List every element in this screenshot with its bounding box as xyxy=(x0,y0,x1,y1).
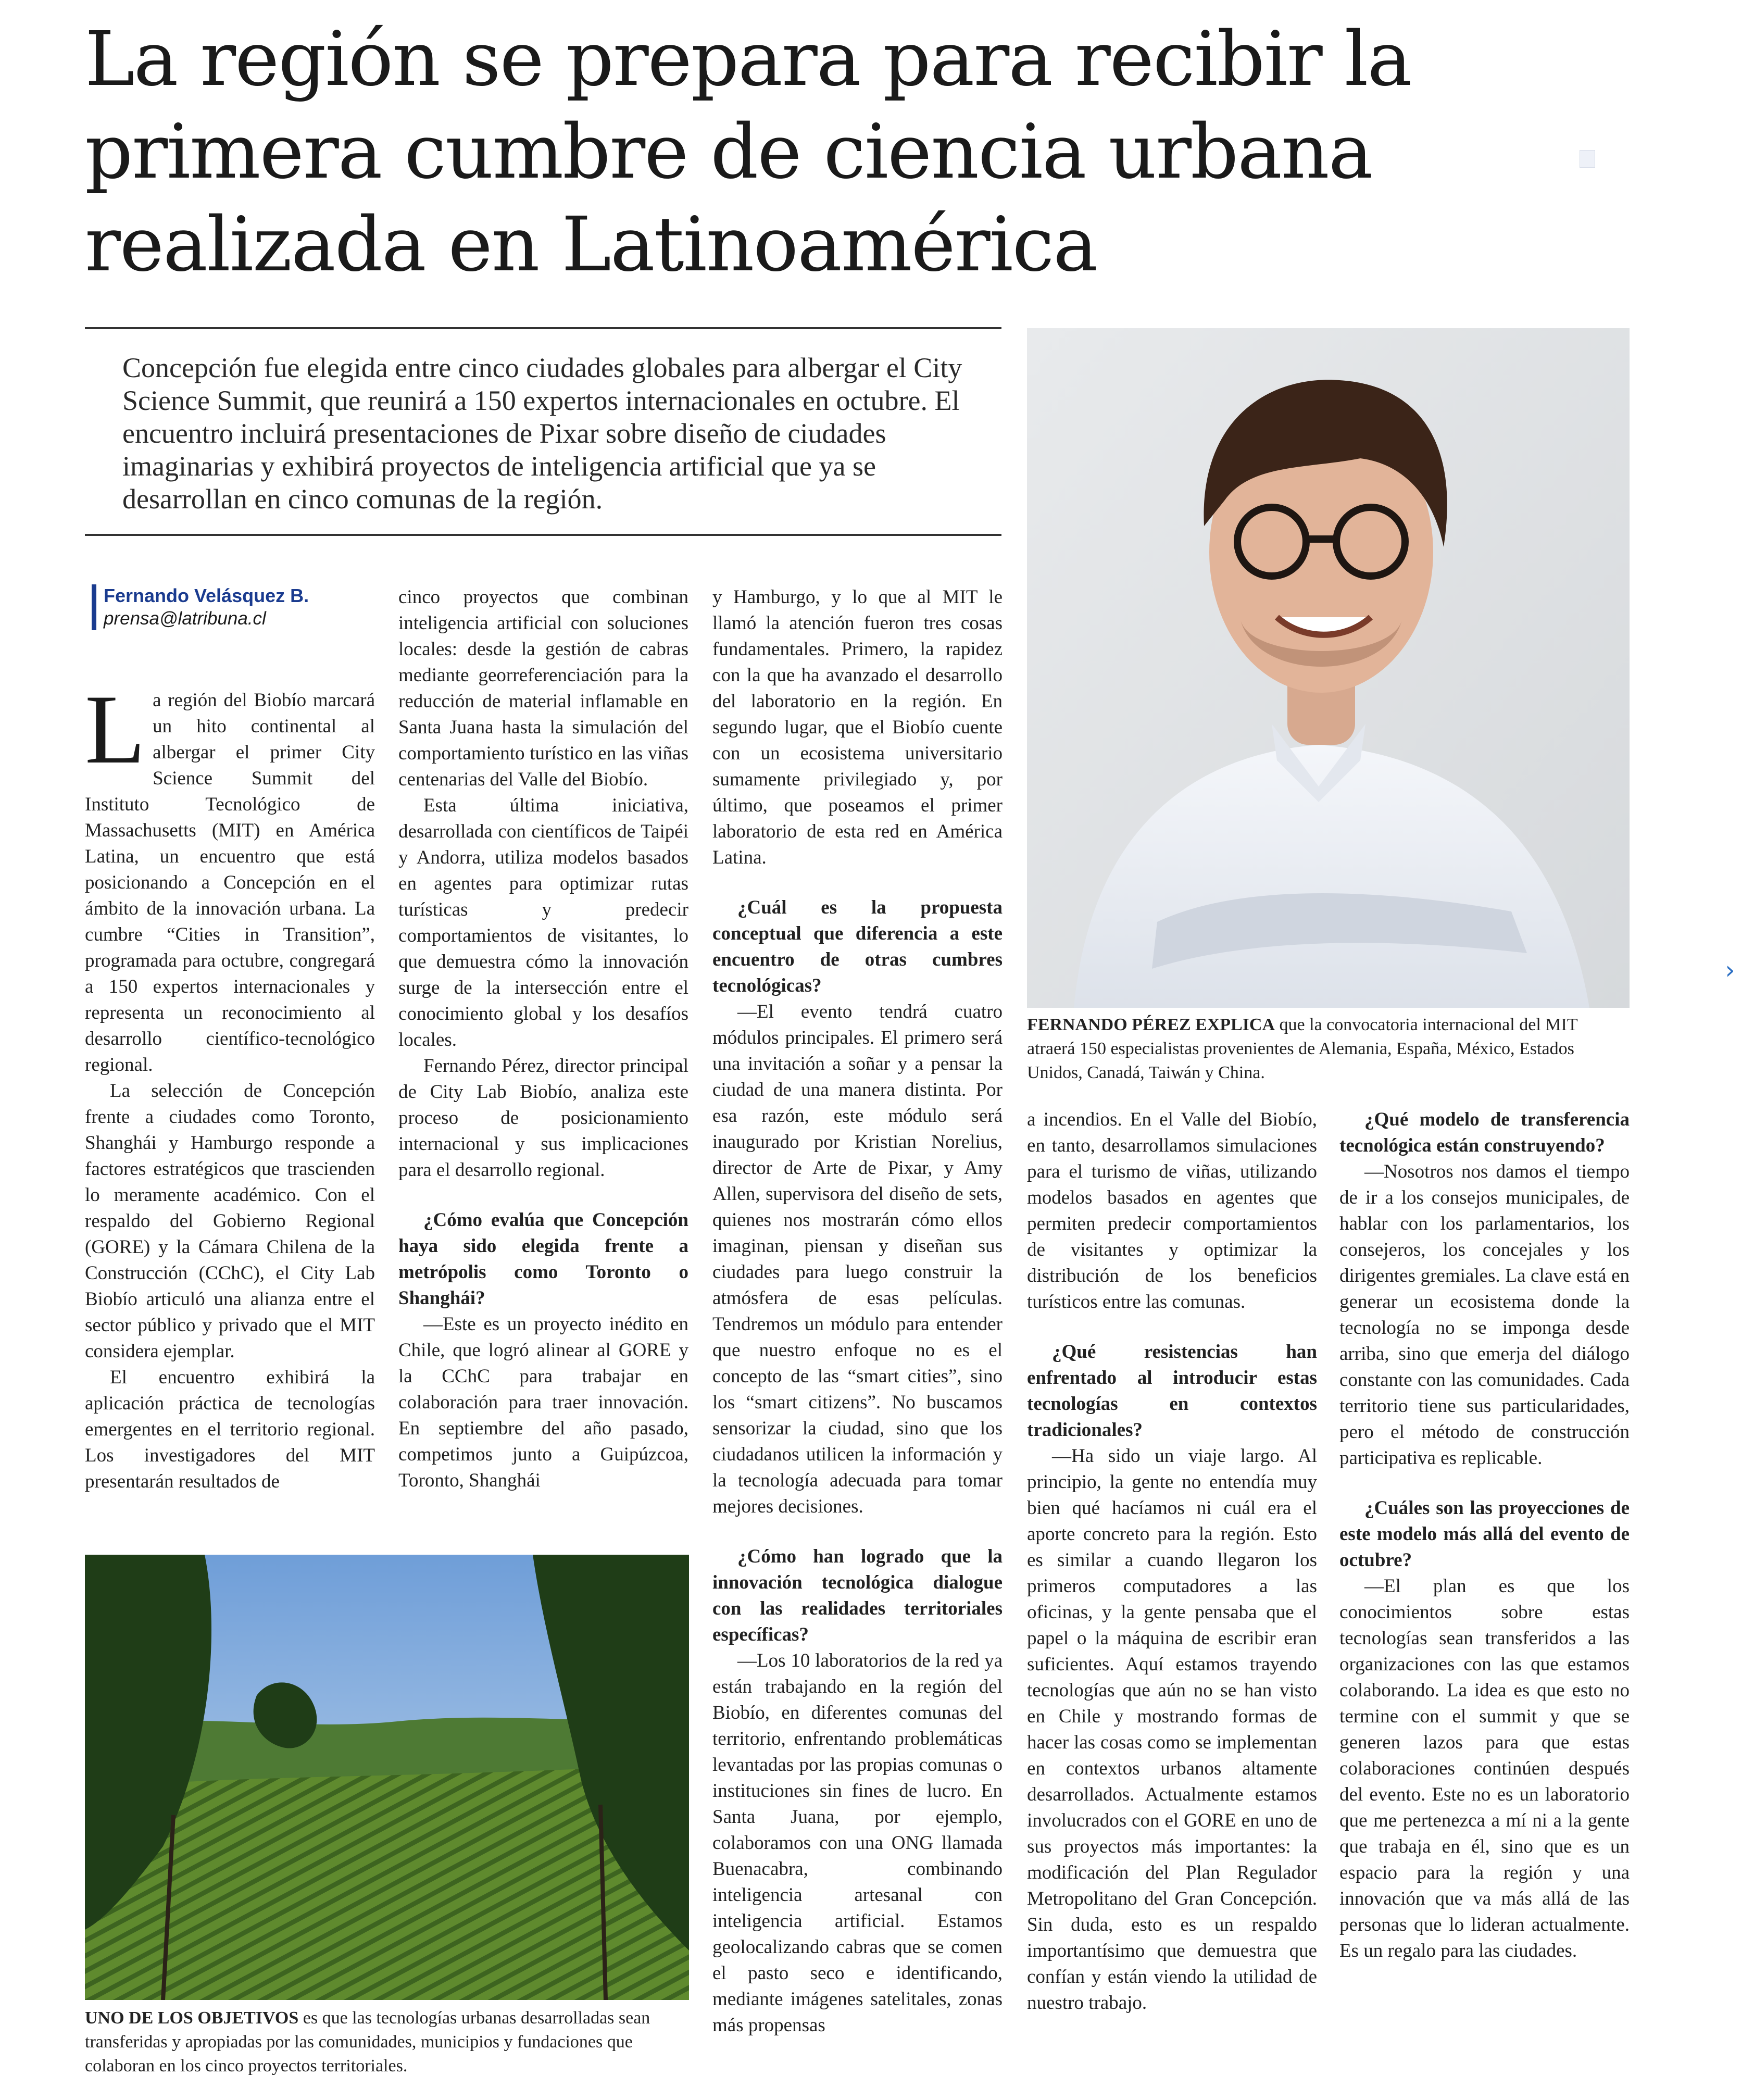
column-3 xyxy=(712,584,1003,2039)
chevron-right-icon[interactable]: › xyxy=(1725,956,1735,985)
vineyard-caption: UNO DE LOS OBJETIVOS es que las tecnologías urbanas desarrolladas sean transferidas y apropiadas por las comunidades, municipios y fundaciones que colaboran en los cinco proyectos territoriales. xyxy=(85,2008,650,2076)
interview-answer: —El evento tendrá cuatro módulos principales. El primero será una invitación a soñar y a pensar la ciudad de una manera distinta. Por esa razón, este módulo será inaugurado por Kristian Norelius, director de Arte de Pixar, y Amy Allen, supervisora del diseño de sets, quienes nos mostrarán cómo ellos imaginan, piensan y diseñan sus ciudades para luego construir la atmósfera de esas películas. Tendremos un módulo para entender que nuestro enfoque no es el concepto de las “smart cities”, sino los “smart citizens”. No buscamos sensorizar la ciudad, sino que los ciudadanos utilicen la información y la tecnología adecuada para tomar mejores decisiones. xyxy=(712,1001,1003,1517)
column-2 xyxy=(398,584,688,1494)
author-email[interactable]: prensa@latribuna.cl xyxy=(104,608,266,629)
bottom-rule xyxy=(85,534,1001,536)
interview-question: ¿Cuáles son las proyecciones de este modelo más allá del evento de octubre? xyxy=(1339,1497,1630,1571)
vineyard-photo xyxy=(85,1555,689,2000)
author-name: Fernando Velásquez B. xyxy=(104,585,309,606)
interview-answer: —Ha sido un viaje largo. Al principio, la gente no entendía muy bien qué hacíamos ni cuál era el aporte concreto para la región. Esto es similar a cuando llegaron los primeros computadores a las oficinas, y la gente pensaba que el papel o la máquina de escribir eran suficientes. Aquí estamos trayendo tecnologías que aún no se han visto en Chile y mostrando formas de hacer las cosas como se implementan en contextos urbanos altamente desarrollados. Actualmente estamos involucrados con el GORE en uno de sus proyectos más importantes: la modificación del Plan Regulador Metropolitano del Gran Concepción. Sin duda, esto es un respaldo importantísimo que demuestra que confían y están viendo la utilidad de nuestro trabajo. xyxy=(1027,1445,1317,2014)
interview-question: ¿Qué modelo de transferencia tecnológica están construyendo? xyxy=(1339,1109,1630,1156)
lead-paragraph: Concepción fue elegida entre cinco ciudades globales para albergar el City Science Summit, que reunirá a 150 expertos internacionales en octubre. El encuentro incluirá presentaciones de Pixar sobre diseño de ciudades imaginarias y exhibirá proyectos de inteligencia artificial que ya se desarrollan en cinco comunas de la región. xyxy=(122,352,962,515)
body-paragraph: Esta última iniciativa, desarrollada con científicos de Taipéi y Andorra, utiliza modelos basados en agentes para optimizar rutas turísticas y predecir comportamientos de visitantes, lo que demuestra cómo la innovación surge de la intersección entre el conocimiento global y los desafíos locales. xyxy=(398,795,688,1051)
interview-question: ¿Cómo evalúa que Concepción haya sido elegida frente a metrópolis como Toronto o Shanghái? xyxy=(398,1209,688,1309)
page-marker xyxy=(1580,150,1595,168)
portrait-photo xyxy=(1027,328,1630,1008)
body-paragraph: La selección de Concepción frente a ciudades como Toronto, Shanghái y Hamburgo responde a factores estratégicos que trascienden lo meramente académico. Con el respaldo del Gobierno Regional (GORE) y la Cámara Chilena de la Construcción (CChC), el City Lab Biobío articuló una alianza entre el sector público y privado que el MIT considera ejemplar. xyxy=(85,1080,375,1362)
interview-question: ¿Cómo han logrado que la innovación tecnológica dialogue con las realidades territoriales específicas? xyxy=(712,1546,1003,1645)
interview-question: ¿Cuál es la propuesta conceptual que diferencia a este encuentro de otras cumbres tecnológicas? xyxy=(712,897,1003,996)
body-paragraph: La región del Biobío marcará un hito continental al albergar el primer City Science Summit del Instituto Tecnológico de Massachusetts (MIT) en América Latina, un encuentro que está posicionando a Concepción en el ámbito de la innovación urbana. La cumbre “Cities in Transition”, programada para octubre, congregará a 150 expertos internacionales y representa un reconocimiento al desarrollo científico-tecnológico regional. xyxy=(85,675,375,1076)
column-1 xyxy=(85,675,375,1495)
interview-question: ¿Qué resistencias han enfrentado al introducir estas tecnologías en contextos tradicionales? xyxy=(1027,1341,1317,1441)
interview-answer: —El plan es que los conocimientos sobre estas tecnologías sean transferidos a las organizaciones con las que estamos colaborando. La idea es que esto no termine con el summit y que se generen lazos para que estas colaboraciones continúen después del evento. Este no es un laboratorio que me pertenezca a mí ni a la gente que trabaja en él, sino que es un espacio para la región y una innovación que va más allá de las personas que lo lideran actualmente. Es un regalo para las ciudades. xyxy=(1339,1576,1630,1961)
interview-answer: —Este es un proyecto inédito en Chile, que logró alinear al GORE y la CChC para trabajar en colaboración para traer innovación. En septiembre del año pasado, competimos junto a Guipúzcoa, Toronto, Shanghái xyxy=(398,1314,688,1491)
interview-answer: —Los 10 laboratorios de la red ya están trabajando en la región del Biobío, en diferentes comunas del territorio, enfrentando problemáticas levantadas por las propias comunas o instituciones sin fines de lucro. En Santa Juana, por ejemplo, colaboramos con una ONG llamada Buenacabra, combinando inteligencia artesanal con inteligencia artificial. Estamos geolocalizando cabras que se comen el pasto seco e identificando, mediante imágenes satelitales, zonas más propensas xyxy=(712,1650,1003,2036)
portrait-caption: FERNANDO PÉREZ EXPLICA que la convocatoria internacional del MIT atraerá 150 especialistas provenientes de Alemania, España, México, Estados Unidos, Canadá, Taiwán y China. xyxy=(1027,1015,1577,1082)
drop-cap: L xyxy=(85,675,146,784)
body-paragraph: El encuentro exhibirá la aplicación práctica de tecnologías emergentes en el territorio regional. Los investigadores del MIT presentarán resultados de xyxy=(85,1367,375,1492)
interview-answer: —Nosotros nos damos el tiempo de ir a los consejos municipales, de hablar con los parlamentarios, los consejeros, los concejales y los dirigentes gremiales. La clave está en generar un ecosistema donde la tecnología no se imponga desde arriba, sino que emerja del diálogo constante con las comunidades. Cada territorio tiene sus particularidades, pero el método de construcción participativa es replicable. xyxy=(1339,1161,1630,1469)
interview-answer: y Hamburgo, y lo que al MIT le llamó la atención fueron tres cosas fundamentales. Primero, la rapidez con la que ha avanzado el desarrollo del laboratorio en la región. En segundo lugar, que el Biobío cuente con un ecosistema universitario sumamente privilegiado y, por último, que poseamos el primer laboratorio de esta red en América Latina. xyxy=(712,586,1003,868)
column-5 xyxy=(1339,1107,1630,1964)
interview-answer: a incendios. En el Valle del Biobío, en tanto, desarrollamos simulaciones para el turismo de viñas, utilizando modelos basados en agentes que permiten predecir comportamientos de visitantes y optimizar la distribución de los beneficios turísticos entre las comunas. xyxy=(1027,1109,1317,1312)
top-rule xyxy=(85,327,1001,329)
headline: La región se prepara para recibir la primera cumbre de ciencia urbana realizada en Latinoamérica xyxy=(85,15,1411,288)
body-paragraph: Fernando Pérez, director principal de City Lab Biobío, analiza este proceso de posicionamiento internacional y sus implicaciones para el desarrollo regional. xyxy=(398,1055,688,1181)
column-4 xyxy=(1027,1107,1317,2016)
byline xyxy=(92,584,309,630)
body-paragraph: cinco proyectos que combinan inteligencia artificial con soluciones locales: desde la gestión de cabras mediante georreferenciación para la reducción de material inflamable en Santa Juana hasta la simulación del comportamiento turístico en las viñas centenarias del Valle del Biobío. xyxy=(398,586,688,790)
